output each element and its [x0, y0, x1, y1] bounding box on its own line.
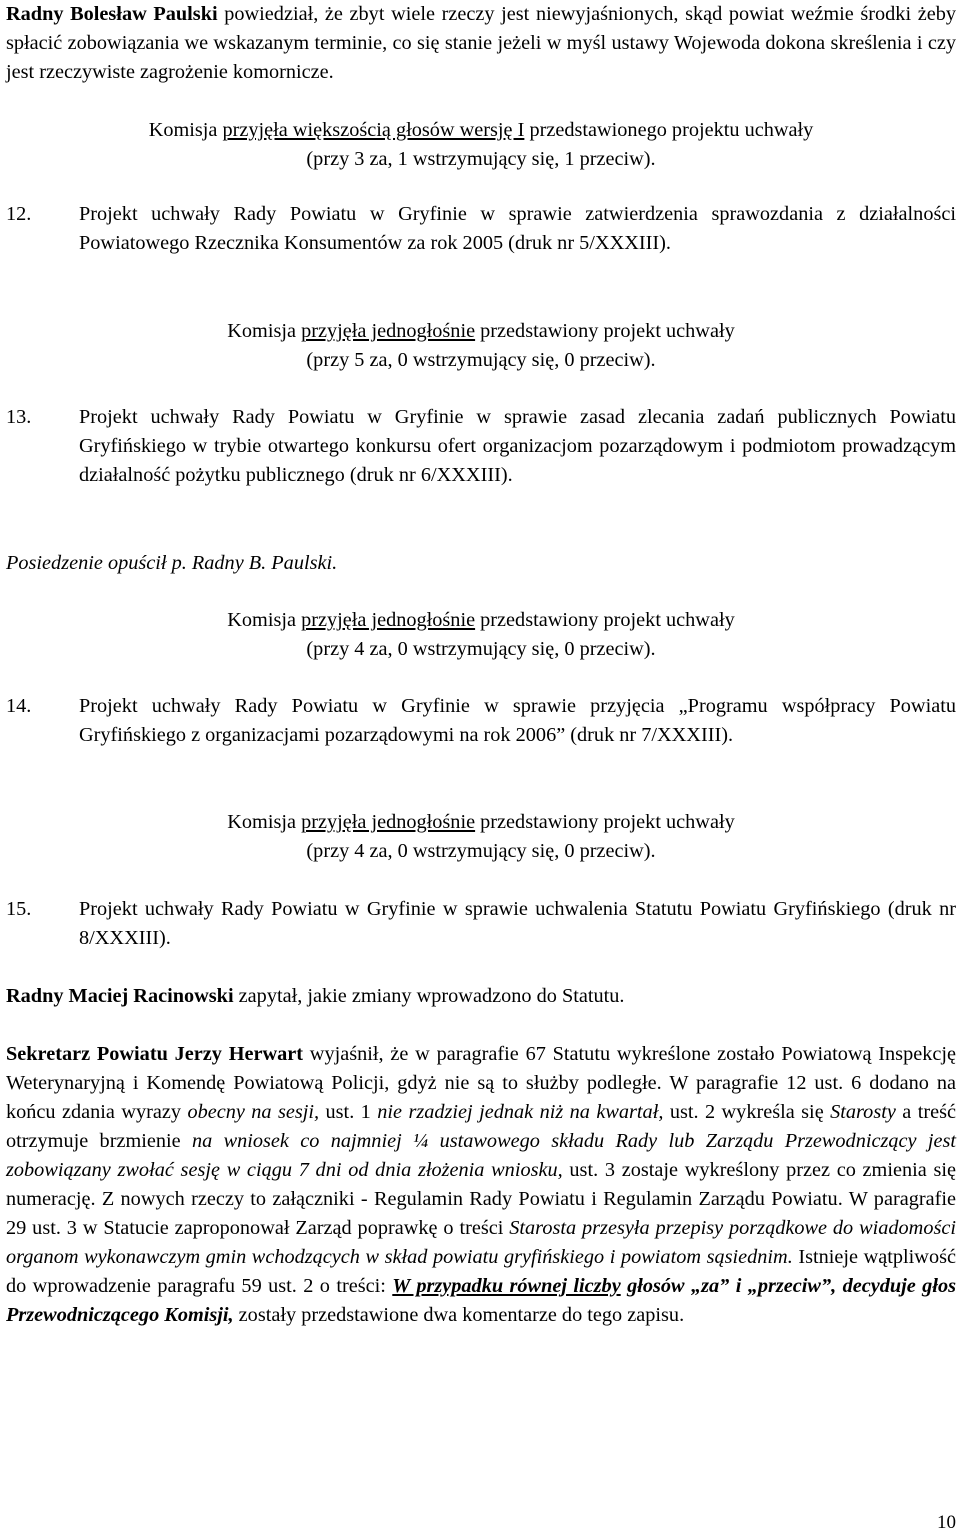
speaker-name: Radny Bolesław Paulski [6, 3, 218, 25]
agenda-item-12 [6, 200, 956, 258]
quoted-text: Starosta przesyła przepisy porządkowe do wiadomości organom wykonawczym gmin wchodzących w skład powiatu gryfińskiego i powiatom sąsiednim. [6, 1217, 956, 1268]
item-text: Projekt uchwały Rady Powiatu w Gryfinie w sprawie zasad zlecania zadań publicznych Powiatu Gryfińskiego w trybie otwartego konkursu ofert organizacjom pozarządowym i podmiotom prowadzącym działalność pożytku publicznego (druk nr 6/XXXIII). [79, 406, 956, 486]
quoted-text: obecny na sesji, [187, 1101, 320, 1123]
committee-decision-2 [6, 317, 956, 375]
agenda-item-15 [6, 895, 956, 953]
decision-prefix: Komisja [227, 609, 302, 631]
committee-decision-1 [6, 116, 956, 174]
paragraph-text: ust. 2 wykreśla się [663, 1101, 831, 1123]
quoted-provision: W przypadku równej liczby [392, 1275, 621, 1297]
paragraph-racinowski [6, 982, 956, 1011]
agenda-item-13 [6, 403, 956, 490]
item-text: Projekt uchwały Rady Powiatu w Gryfinie w sprawie przyjęcia „Programu współpracy Powiatu Gryfińskiego z organizacjami pozarządowymi na rok 2006” (druk nr 7/XXXIII). [79, 695, 956, 746]
paragraph-paulski [6, 0, 956, 87]
paragraph-text: wyjaśnił, że w paragrafie 67 Statutu wykreślone zostało Powiatową Inspekcję Weterynaryjną i Komendę Powiatową Policji, gdyż nie są to służby podległe. W paragrafie 12 ust. 6 dodano na końcu zdania wyrazy [6, 1043, 956, 1123]
vote-result: (przy 5 za, 0 wstrzymujący się, 0 przeciw). [306, 349, 656, 371]
decision-underlined: przyjęła jednogłośnie [301, 609, 476, 631]
vote-result: (przy 3 za, 1 wstrzymujący się, 1 przeciw). [306, 148, 656, 170]
decision-suffix: przedstawionego projektu uchwały [524, 119, 814, 141]
item-number: 15. [6, 898, 32, 920]
session-note: Posiedzenie opuścił p. Radny B. Paulski. [6, 552, 338, 574]
quoted-text: nie rzadziej jednak niż na kwartał, [377, 1101, 664, 1123]
decision-underlined: przyjęła jednogłośnie [301, 320, 476, 342]
committee-decision-3 [6, 606, 956, 664]
paragraph-text: a treść otrzymuje brzmienie [6, 1101, 956, 1152]
speaker-name: Sekretarz Powiatu Jerzy Herwart [6, 1043, 304, 1065]
paragraph-herwart [6, 1040, 956, 1330]
paragraph-text: Istnieje wątpliwość do wprowadzenie paragrafu 59 ust. 2 o treści: [6, 1246, 956, 1297]
decision-suffix: przedstawiony projekt uchwały [475, 609, 735, 631]
vote-result: (przy 4 za, 0 wstrzymujący się, 0 przeciw). [306, 638, 656, 660]
agenda-item-14 [6, 692, 956, 750]
quoted-text: Starosty [830, 1101, 896, 1123]
decision-prefix: Komisja [227, 320, 302, 342]
page-number: 10 [937, 1512, 956, 1533]
decision-suffix: przedstawiony projekt uchwały [475, 320, 735, 342]
decision-prefix: Komisja [148, 119, 223, 141]
paragraph-text: zostały przedstawione dwa komentarze do tego zapisu. [233, 1304, 685, 1326]
item-text: Projekt uchwały Rady Powiatu w Gryfinie w sprawie uchwalenia Statutu Powiatu Gryfińskiego (druk nr 8/XXXIII). [79, 898, 956, 949]
decision-prefix: Komisja [227, 811, 302, 833]
paragraph-text: zapytał, jakie zmiany wprowadzono do Statutu. [233, 985, 625, 1007]
vote-result: (przy 4 za, 0 wstrzymujący się, 0 przeciw). [306, 840, 656, 862]
item-text: Projekt uchwały Rady Powiatu w Gryfinie w sprawie zatwierdzenia sprawozdania z działalności Powiatowego Rzecznika Konsumentów za rok 2005 (druk nr 5/XXXIII). [79, 203, 956, 254]
item-number: 12. [6, 203, 32, 225]
decision-suffix: przedstawiony projekt uchwały [475, 811, 735, 833]
item-number: 13. [6, 406, 32, 428]
decision-underlined: przyjęła większością głosów wersję I [222, 119, 525, 141]
paragraph-text: ust. 3 zostaje wykreślony przez co zmienia się numerację. Z nowych rzeczy to załączniki - Regulamin Rady Powiatu i Regulamin Zarządu Powiatu. W paragrafie 29 ust. 3 w Statucie zaproponował Zarząd poprawkę o treści [6, 1159, 956, 1239]
quoted-text: na wniosek co najmniej ¼ ustawowego składu Rady lub Zarządu Przewodniczący jest zobowiązany zwołać sesję w ciągu 7 dni od dnia złożenia wniosku, [6, 1130, 957, 1181]
quoted-provision: głosów „za” i „przeciw”, decyduje głos Przewodniczącego Komisji, [6, 1275, 956, 1326]
item-number: 14. [6, 695, 32, 717]
paragraph-text: powiedział, że zbyt wiele rzeczy jest niewyjaśnionych, skąd powiat weźmie środki żeby spłacić zobowiązania we wskazanym terminie, co się stanie jeżeli w myśl ustawy Wojewoda dokona skreślenia i czy jest rzeczywiste zagrożenie komornicze. [6, 3, 956, 83]
speaker-name: Radny Maciej Racinowski [6, 985, 234, 1007]
committee-decision-4 [6, 808, 956, 866]
paragraph-text: ust. 1 [319, 1101, 378, 1123]
decision-underlined: przyjęła jednogłośnie [301, 811, 476, 833]
